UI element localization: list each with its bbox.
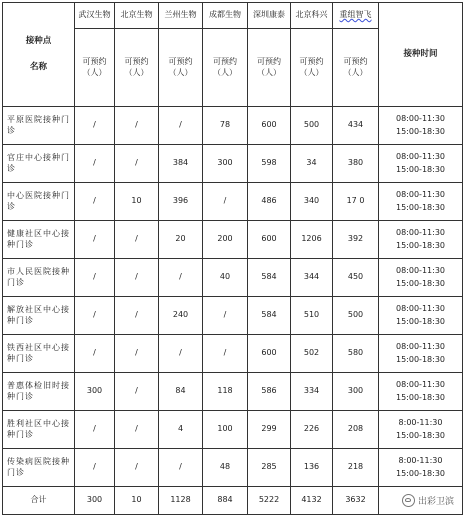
availability-value: 600 (248, 221, 291, 259)
availability-value: / (159, 107, 203, 145)
site-name: 平原医院接种门诊 (3, 107, 75, 145)
availability-value: 380 (333, 145, 379, 183)
table-row (3, 335, 463, 373)
time-slot: 15:00-18:30 (396, 240, 445, 250)
availability-value: 600 (248, 335, 291, 373)
availability-value: 300 (333, 373, 379, 411)
availability-value: 240 (159, 297, 203, 335)
availability-value: 340 (291, 183, 333, 221)
availability-value: / (115, 107, 159, 145)
time-slot: 15:00-18:30 (396, 354, 445, 364)
availability-value: / (115, 259, 159, 297)
time-cell (379, 107, 463, 145)
availability-value: 40 (203, 259, 248, 297)
availability-label: 可预约（人） (333, 29, 379, 107)
wechat-icon (402, 494, 415, 507)
time-slot: 08:00-11:30 (396, 341, 445, 351)
availability-value: 500 (333, 297, 379, 335)
availability-value: / (75, 297, 115, 335)
availability-value: 17 0 (333, 183, 379, 221)
availability-value: 299 (248, 411, 291, 449)
availability-value: / (75, 449, 115, 487)
availability-value: 118 (203, 373, 248, 411)
time-slot: 15:00-18:30 (396, 164, 445, 174)
availability-value: / (115, 145, 159, 183)
time-slot: 08:00-11:30 (396, 227, 445, 237)
availability-value: 396 (159, 183, 203, 221)
availability-value: / (203, 335, 248, 373)
site-name: 中心医院接种门诊 (3, 183, 75, 221)
time-slot: 08:00-11:30 (396, 379, 445, 389)
availability-value: 500 (291, 107, 333, 145)
availability-value: 200 (203, 221, 248, 259)
site-header-label: 接种点 (25, 36, 52, 47)
availability-value: 334 (291, 373, 333, 411)
site-name: 普惠体检旧时接种门诊 (3, 373, 75, 411)
availability-value: 300 (203, 145, 248, 183)
site-name: 市人民医院接种门诊 (3, 259, 75, 297)
availability-value: / (75, 221, 115, 259)
time-slot: 15:00-18:30 (396, 392, 445, 402)
time-slot: 08:00-11:30 (396, 189, 445, 199)
availability-value: 510 (291, 297, 333, 335)
availability-value: 486 (248, 183, 291, 221)
total-row (3, 487, 463, 515)
availability-value: 392 (333, 221, 379, 259)
availability-label: 可预约（人） (75, 29, 115, 107)
watermark (400, 493, 456, 508)
availability-value: / (203, 183, 248, 221)
total-value: 4132 (291, 487, 333, 515)
availability-value: 384 (159, 145, 203, 183)
total-value: 884 (203, 487, 248, 515)
availability-label: 可预约（人） (291, 29, 333, 107)
availability-value: / (159, 335, 203, 373)
time-header-label: 接种时间 (403, 48, 438, 59)
table-row (3, 107, 463, 145)
availability-value: 584 (248, 297, 291, 335)
availability-label: 可预约（人） (203, 29, 248, 107)
availability-value: 434 (333, 107, 379, 145)
availability-value: 34 (291, 145, 333, 183)
availability-value: 1206 (291, 221, 333, 259)
time-cell (379, 145, 463, 183)
availability-value: 600 (248, 107, 291, 145)
time-slot: 15:00-18:30 (396, 126, 445, 136)
availability-value: / (159, 449, 203, 487)
table-row (3, 373, 463, 411)
availability-value: 208 (333, 411, 379, 449)
table-row (3, 183, 463, 221)
supplier-wuhan: 武汉生物 (75, 3, 115, 29)
time-slot: 15:00-18:30 (396, 430, 445, 440)
availability-value: / (75, 145, 115, 183)
availability-value: / (203, 297, 248, 335)
site-name: 铁西社区中心接种门诊 (3, 335, 75, 373)
time-cell (379, 373, 463, 411)
time-slot: 8:00-11:30 (398, 455, 443, 465)
supplier-beijing: 北京生物 (115, 3, 159, 29)
availability-value: 586 (248, 373, 291, 411)
availability-value: / (75, 107, 115, 145)
availability-value: 20 (159, 221, 203, 259)
availability-label: 可预约（人） (159, 29, 203, 107)
availability-value: 344 (291, 259, 333, 297)
table-row (3, 297, 463, 335)
time-slot: 08:00-11:30 (396, 265, 445, 275)
total-label: 合计 (3, 487, 75, 515)
name-header-label: 名称 (29, 61, 47, 72)
time-slot: 15:00-18:30 (396, 468, 445, 478)
table-row (3, 411, 463, 449)
watermark-text: 出彩卫滨 (417, 497, 454, 507)
time-slot: 15:00-18:30 (396, 278, 445, 288)
availability-value: 218 (333, 449, 379, 487)
site-header-cell (3, 3, 75, 107)
availability-value: 450 (333, 259, 379, 297)
total-value: 10 (115, 487, 159, 515)
table-row (3, 145, 463, 183)
availability-value: 10 (115, 183, 159, 221)
site-name: 传染病医院接种门诊 (3, 449, 75, 487)
supplier-chengdu: 成都生物 (203, 3, 248, 29)
availability-label: 可预约（人） (115, 29, 159, 107)
availability-value: 300 (75, 373, 115, 411)
time-cell (379, 335, 463, 373)
time-slot: 8:00-11:30 (398, 417, 443, 427)
availability-value: / (75, 259, 115, 297)
availability-value: 285 (248, 449, 291, 487)
availability-value: 78 (203, 107, 248, 145)
availability-value: / (75, 183, 115, 221)
availability-value: / (115, 449, 159, 487)
table-row (3, 259, 463, 297)
availability-value: / (115, 411, 159, 449)
availability-value: / (115, 297, 159, 335)
availability-value: / (115, 335, 159, 373)
time-cell (379, 449, 463, 487)
time-slot: 08:00-11:30 (396, 151, 445, 161)
availability-value: 598 (248, 145, 291, 183)
availability-value: 580 (333, 335, 379, 373)
time-slot: 15:00-18:30 (396, 316, 445, 326)
availability-value: / (159, 259, 203, 297)
availability-value: 584 (248, 259, 291, 297)
site-name: 胜利社区中心接种门诊 (3, 411, 75, 449)
site-name: 健康社区中心接种门诊 (3, 221, 75, 259)
availability-value: 48 (203, 449, 248, 487)
supplier-lanzhou: 兰州生物 (159, 3, 203, 29)
supplier-header-row (3, 3, 463, 29)
time-cell (379, 259, 463, 297)
table-row (3, 221, 463, 259)
time-cell (379, 297, 463, 335)
time-cell (379, 221, 463, 259)
time-cell (379, 183, 463, 221)
total-value: 300 (75, 487, 115, 515)
availability-value: 4 (159, 411, 203, 449)
availability-value: / (75, 411, 115, 449)
supplier-zhifei: 重组智飞 (333, 3, 379, 29)
total-value: 3632 (333, 487, 379, 515)
availability-value: 136 (291, 449, 333, 487)
time-slot: 08:00-11:30 (396, 113, 445, 123)
availability-value: / (75, 335, 115, 373)
site-name: 解放社区中心接种门诊 (3, 297, 75, 335)
vaccination-table (2, 2, 463, 515)
availability-value: 226 (291, 411, 333, 449)
time-slot: 08:00-11:30 (396, 303, 445, 313)
site-name: 官庄中心接种门诊 (3, 145, 75, 183)
total-value: 5222 (248, 487, 291, 515)
time-cell (379, 411, 463, 449)
supplier-shenzhen-kangtai: 深圳康泰 (248, 3, 291, 29)
availability-value: 100 (203, 411, 248, 449)
availability-label: 可预约（人） (248, 29, 291, 107)
availability-value: / (115, 221, 159, 259)
supplier-beijing-kexing: 北京科兴 (291, 3, 333, 29)
availability-value: / (115, 373, 159, 411)
total-value: 1128 (159, 487, 203, 515)
time-header-cell (379, 3, 463, 107)
availability-value: 84 (159, 373, 203, 411)
availability-value: 502 (291, 335, 333, 373)
table-row (3, 449, 463, 487)
time-slot: 15:00-18:30 (396, 202, 445, 212)
